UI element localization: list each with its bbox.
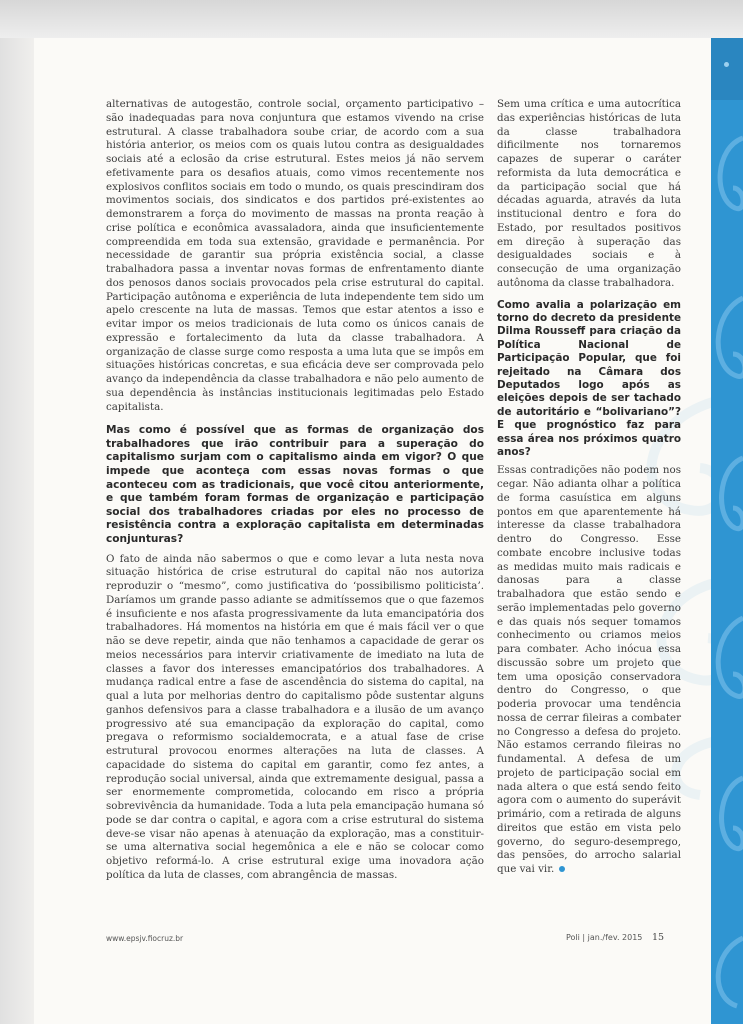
- footer-url: www.epsjv.fiocruz.br: [106, 934, 184, 943]
- right-paragraph-2-text: Essas contradições não podem nos cegar. Não adianta olhar a política de forma casuística em alguns pontos em que aparentemente há interesse da classe trabalhadora dentro do Congresso. Esse combate encobre inclusive todas as medidas muito mais radicais e danosas para a classe trabalhadora que estão sendo e serão implementadas pelo governo e das quais nós sequer tomamos conhecimento ou criamos meios para combater. Acho inócua essa discussão sobre um projeto que tem uma oposição conservadora dentro do Congresso, o que poderia provocar uma tendência nossa de cerrar fileiras a combater no Congresso a defesa do projeto. Não estamos cerrando fileiras no fundamental. A defesa de um projeto de participação social em nada altera o que está sendo feito agora com o aumento do superávit primário, com a retirada de alguns direitos que estão em vista pelo governo, do seguro-desemprego, das pensões, do arrocho salarial que vai vir.: [497, 464, 681, 876]
- scan-shadow-left: [0, 38, 34, 1024]
- scan-shadow-top: [0, 0, 743, 38]
- footer-issue: Poli | jan./fev. 2015: [566, 933, 643, 942]
- interview-question-1: Mas como é possível que as formas de organização dos trabalhadores que irão contribuir para a superação do capitalismo surjam com o capitalismo ainda em vigor? O que impede que aconteça com essas novas formas o que aconteceu com as tradicionais, que você citou anteriormente, e que também foram formas de organização e participação social dos trabalhadores criadas por eles no processo de resistência contra a exploração capitalista em determinadas conjunturas?: [106, 424, 484, 545]
- right-paragraph-1: Sem uma crítica e uma autocrítica das experiências históricas de luta da classe trabalhadora dificilmente nos tornaremos capazes de superar o caráter reformista da luta democrática e da participação social que há décadas aguarda, através da luta institucional dentro e fora do Estado, por resultados positivos em direção à superação das desigualdades sociais e à consecução de uma organização autônoma da classe trabalhadora.: [497, 98, 681, 289]
- left-paragraph-1: alternativas de autogestão, controle social, orçamento participativo – são inadequadas para nova conjuntura que estamos vivendo na crise estrutural. A classe trabalhadora soube criar, de acordo com a sua história anterior, os meios com os quais lutou contra as desigualdades sociais até a eclosão da crise estrutural. Estes meios já não servem efetivamente para os desafios atuais, como vimos recentemente nos explosivos conflitos sociais em todo o mundo, os quais prescindiram dos movimentos sociais, dos sindicatos e dos partidos pré-existentes ao demonstrarem a força do movimento de massas na pronta reação à crise política e econômica avassaladora, ainda que insuficientemente compreendida em toda sua extensão, gravidade e permanência. Por necessidade de garantir sua própria existência social, a classe trabalhadora passa a inventar novas formas de enfrentamento diante dos penosos danos sociais provocados pela crise estrutural do capital. Participação autônoma e experiência de luta independente tem sido um apelo crescente na luta de massas. Temos que estar atentos a isso e evitar impor os meios tradicionais de luta como os únicos canais de expressão e fortalecimento da luta da classe trabalhadora. A organização de classe surge como resposta a uma luta que se impôs em situações históricas concretas, e sua eficácia deve ser comprovada pelo avanço da independência da classe trabalhadora e não pelo aumento de sua dependência às instâncias institucionais legitimadas pelo Estado capitalista.: [106, 98, 484, 413]
- interview-question-2: Como avalia a polarização em torno do decreto da presidente Dilma Rousseff para criação da Política Nacional de Participação Popular, que foi rejeitado na Câmara dos Deputados logo após as eleições depois de ser tachado de autoritário e “bolivariano”? E que prognóstico faz para essa área nos próximos quatro anos?: [497, 298, 681, 458]
- stripe-dot: [724, 62, 729, 67]
- right-paragraph-2: [497, 464, 681, 877]
- left-column: [106, 98, 484, 883]
- page-number: 15: [652, 932, 665, 943]
- right-column: [497, 98, 681, 877]
- stripe-tab: [711, 38, 743, 100]
- left-paragraph-2: O fato de ainda não sabermos o que e como levar a luta nesta nova situação histórica de crise estrutural do capital não nos autoriza reproduzir o “mesmo”, como justificativa do ‘possibilismo politicista’. Daríamos um grande passo adiante se admitíssemos que o que fazemos é insuficiente e nos afasta progressivamente da luta emancipatória dos trabalhadores. Há momentos na história em que é mais fácil ver o que não se deve repetir, ainda que não tenhamos a capacidade de gerar os meios necessários para intervir criativamente de imediato na luta de classes a favor dos interesses emancipatórios dos trabalhadores. A mudança radical entre a fase de ascendência do sistema do capital, na qual a luta por melhorias dentro do capitalismo pôde sustentar alguns ganhos defensivos para a classe trabalhadora e a ilusão de um avanço progressivo até sua emancipação da exploração do capital, como pregava o reformismo socialdemocrata, e a atual fase de crise estrutural provocou enormes alterações na luta de classes. A capacidade do sistema do capital em garantir, como fez antes, a reprodução social universal, ainda que extremamente desigual, passa a ser enormemente comprometida, colocando em risco a própria sobrevivência da humanidade. Toda a luta pela emancipação humana só pode se dar contra o capital, e agora com a crise estrutural do sistema deve-se visar não apenas à atenuação da exploração, mas a constituir-se uma alternativa social hegemônica a ele e não se colocar como objetivo reformá-lo. A crise estrutural exige uma inovadora ação política da luta de classes, com abrangência de massas.: [106, 552, 484, 881]
- swirl-pattern-decoration: [711, 118, 743, 1018]
- blue-side-stripe: [711, 38, 743, 1024]
- article-end-mark-icon: [559, 866, 565, 872]
